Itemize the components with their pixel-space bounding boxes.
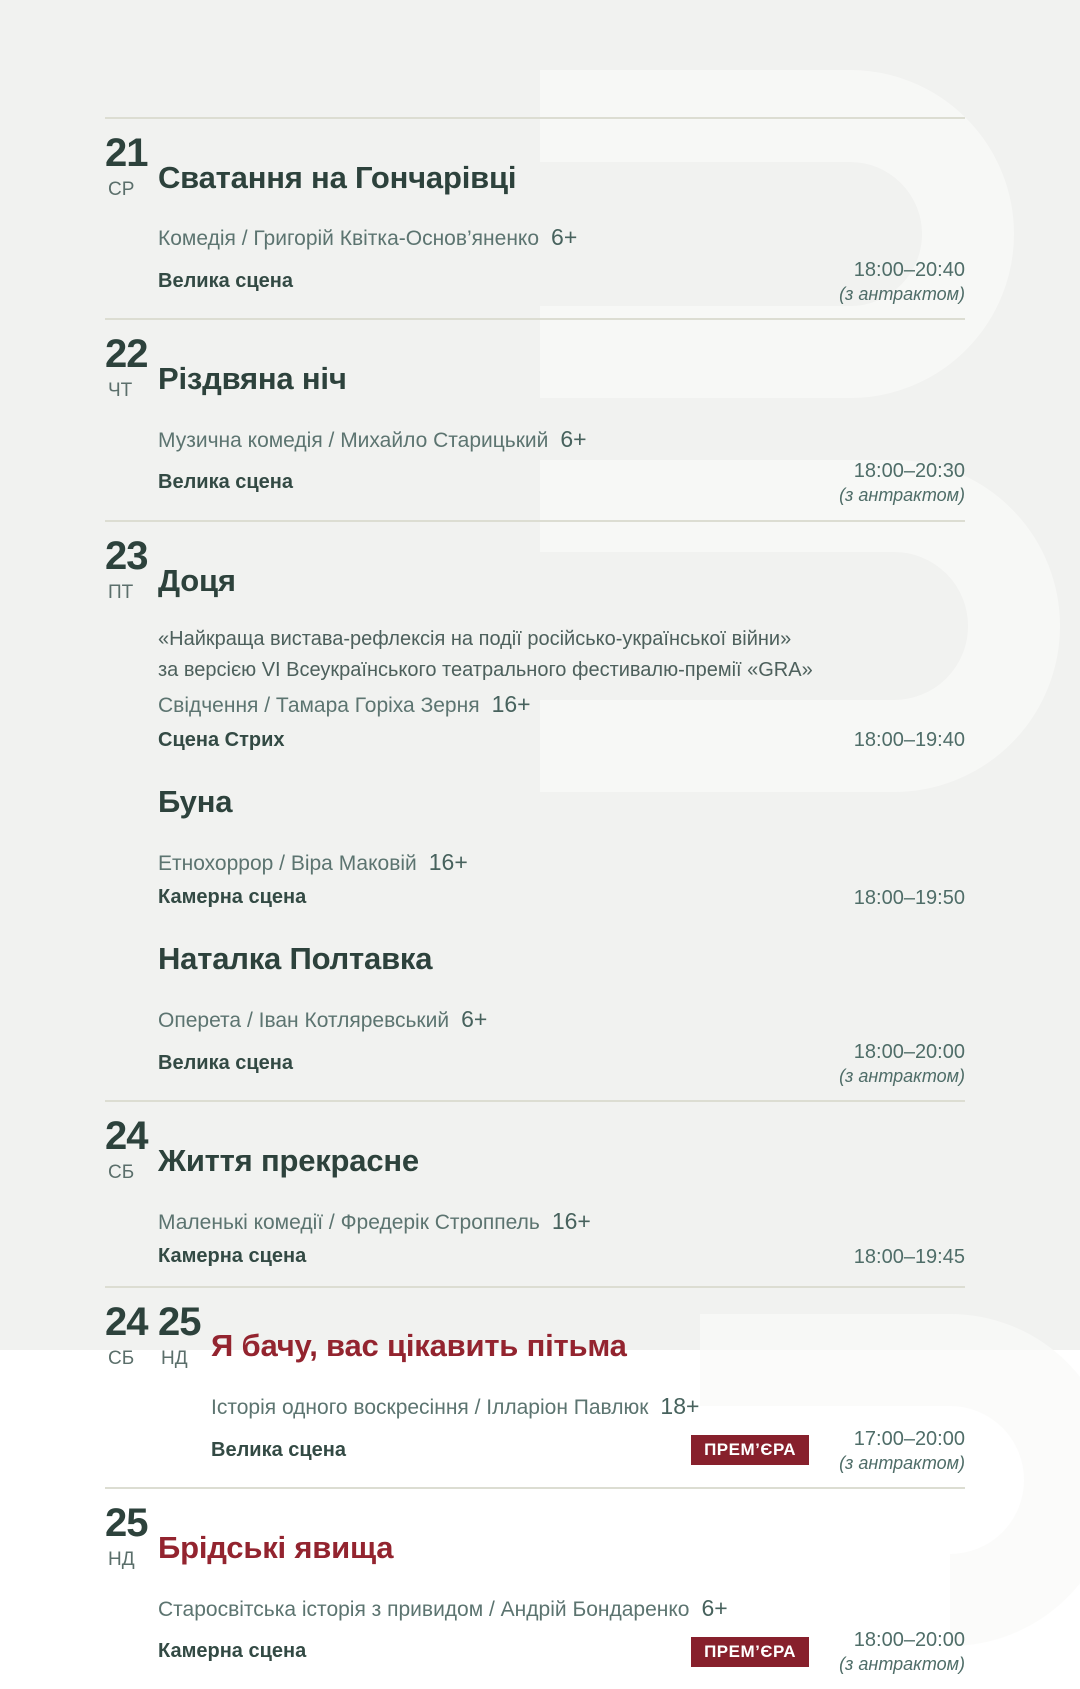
age-rating: 6+ <box>551 224 578 251</box>
group-content <box>158 132 965 305</box>
show-title: Наталка Полтавка <box>158 941 433 977</box>
time-range: 18:00–20:00 <box>853 1629 965 1651</box>
date-number: 25 <box>158 1299 201 1344</box>
group-content <box>158 333 965 506</box>
weekday-label: СБ <box>108 1347 135 1369</box>
show-title: Доця <box>158 562 236 598</box>
time-range: 18:00–20:40 <box>853 258 965 281</box>
genre-author-line <box>158 1207 965 1237</box>
show-entry <box>158 782 965 914</box>
time-range: 18:00–19:50 <box>853 886 965 909</box>
time-block <box>839 1628 965 1675</box>
genre-author-line <box>158 1005 965 1035</box>
show-title: Різдвяна ніч <box>158 361 347 397</box>
age-rating: 16+ <box>551 1207 591 1234</box>
time-block <box>854 728 965 752</box>
schedule <box>105 117 965 1689</box>
weekday-label: ЧТ <box>108 380 133 402</box>
genre-author-text: Історія одного воскресіння / Ілларіон Павлюк <box>211 1396 649 1420</box>
date-column <box>105 333 158 402</box>
stage-label: Камерна сцена <box>158 1640 307 1662</box>
stage-label: Велика сцена <box>158 471 293 494</box>
weekday-label: СР <box>108 179 135 200</box>
stage-time-row <box>158 1628 965 1676</box>
genre-author-text: Свідчення / Тамара Горіха Зерня <box>158 694 480 718</box>
date-column <box>105 535 158 604</box>
stage-label: Велика сцена <box>158 1051 293 1074</box>
date-column <box>105 132 158 201</box>
date-number: 24 <box>105 1299 148 1344</box>
time-block <box>839 459 965 506</box>
award-note-line: за версією VI Всеукраїнського театрального фестивалю-премії «GRA» <box>158 659 813 682</box>
intermission-note: (з антрактом) <box>839 1452 965 1473</box>
stage-time-row <box>158 257 965 305</box>
genre-author-text: Музична комедія / Михайло Старицький <box>158 428 549 452</box>
date-cell <box>105 1502 155 1571</box>
date-number: 23 <box>105 533 148 578</box>
schedule-group-24 <box>105 1100 965 1285</box>
date-number: 25 <box>105 1501 148 1546</box>
show-title: Я бачу, вас цікавить пітьма <box>211 1328 627 1364</box>
genre-author-text: Етнохоррор / Віра Маковій <box>158 851 417 875</box>
stage-time-row <box>158 882 965 914</box>
intermission-note: (з антрактом) <box>839 1065 965 1086</box>
genre-author-text: Старосвітська історія з привидом / Андрій Бондаренко <box>158 1597 690 1621</box>
stage-label: Велика сцена <box>211 1438 346 1461</box>
group-content <box>158 535 965 1087</box>
time-block <box>839 1427 965 1474</box>
date-column <box>105 1502 158 1571</box>
time-block <box>854 1245 965 1269</box>
weekday-label: НД <box>108 1549 135 1571</box>
genre-author-line <box>158 1594 965 1624</box>
schedule-group-23 <box>105 520 965 1100</box>
stage-time-row <box>158 724 965 756</box>
intermission-note: (з антрактом) <box>839 485 965 506</box>
age-rating: 16+ <box>428 848 468 875</box>
date-cell <box>105 132 155 201</box>
stage-time-row <box>158 1039 965 1087</box>
show-title: Сватання на Гончарівці <box>158 159 517 195</box>
time-range: 18:00–19:40 <box>853 729 965 752</box>
intermission-note: (з антрактом) <box>839 283 965 304</box>
group-content <box>158 1115 965 1272</box>
weekday-label: НД <box>161 1347 188 1369</box>
time-block <box>839 1040 965 1087</box>
stage-time-row <box>211 1426 965 1474</box>
genre-author-line <box>211 1392 965 1422</box>
show-entry <box>158 939 965 1087</box>
date-cell <box>158 1301 208 1370</box>
time-block <box>839 258 965 305</box>
schedule-group-21 <box>105 117 965 318</box>
stage-label: Сцена Стрих <box>158 728 285 751</box>
schedule-group-24-25 <box>105 1286 965 1487</box>
schedule-group-22 <box>105 318 965 519</box>
stage-time-row <box>158 1241 965 1273</box>
intermission-note: (з антрактом) <box>839 1654 965 1674</box>
show-title: Буна <box>158 784 233 820</box>
stage-label: Велика сцена <box>158 269 293 292</box>
date-column <box>105 1301 211 1370</box>
date-number: 24 <box>105 1114 148 1159</box>
schedule-group-25 <box>105 1487 965 1688</box>
genre-author-line <box>158 425 965 455</box>
show-entry <box>158 561 965 757</box>
time-range: 18:00–19:45 <box>853 1245 965 1268</box>
date-cell <box>105 1115 155 1184</box>
time-block <box>854 886 965 910</box>
date-number: 21 <box>105 131 148 175</box>
genre-author-text: Маленькі комедії / Фредерік Строппель <box>158 1210 540 1234</box>
show-entry <box>158 1141 965 1273</box>
age-rating: 6+ <box>461 1006 488 1033</box>
age-rating: 18+ <box>660 1393 700 1420</box>
award-note-line: «Найкраща вистава-рефлексія на події російсько-української війни» <box>158 628 792 651</box>
group-content <box>211 1301 965 1474</box>
weekday-label: ПТ <box>108 581 134 603</box>
show-entry <box>211 1326 965 1474</box>
genre-author-line <box>158 690 965 720</box>
premiere-badge: ПРЕМ’ЄРА <box>691 1435 809 1465</box>
show-entry <box>158 1528 965 1676</box>
weekday-label: СБ <box>108 1162 135 1184</box>
date-number: 22 <box>105 332 148 377</box>
time-range: 18:00–20:00 <box>853 1040 965 1063</box>
show-title: Брідські явища <box>158 1529 394 1565</box>
group-content <box>158 1502 965 1675</box>
premiere-badge: ПРЕМ’ЄРА <box>691 1637 809 1667</box>
stage-label: Камерна сцена <box>158 886 307 909</box>
date-cell <box>105 535 155 604</box>
show-title: Життя прекрасне <box>158 1142 419 1178</box>
age-rating: 6+ <box>701 1594 728 1621</box>
stage-label: Камерна сцена <box>158 1245 307 1268</box>
show-entry <box>158 359 965 507</box>
time-range: 17:00–20:00 <box>853 1427 965 1450</box>
genre-author-text: Комедія / Григорій Квітка-Основ’яненко <box>158 227 540 251</box>
date-cell <box>105 333 155 402</box>
genre-author-text: Оперета / Іван Котляревський <box>158 1009 450 1033</box>
genre-author-line <box>158 223 965 253</box>
show-entry <box>158 158 965 306</box>
stage-time-row <box>158 459 965 507</box>
age-rating: 6+ <box>560 425 587 452</box>
age-rating: 16+ <box>491 691 531 718</box>
time-range: 18:00–20:30 <box>853 460 965 483</box>
date-column <box>105 1115 158 1184</box>
date-cell <box>105 1301 155 1370</box>
genre-author-line <box>158 848 965 878</box>
